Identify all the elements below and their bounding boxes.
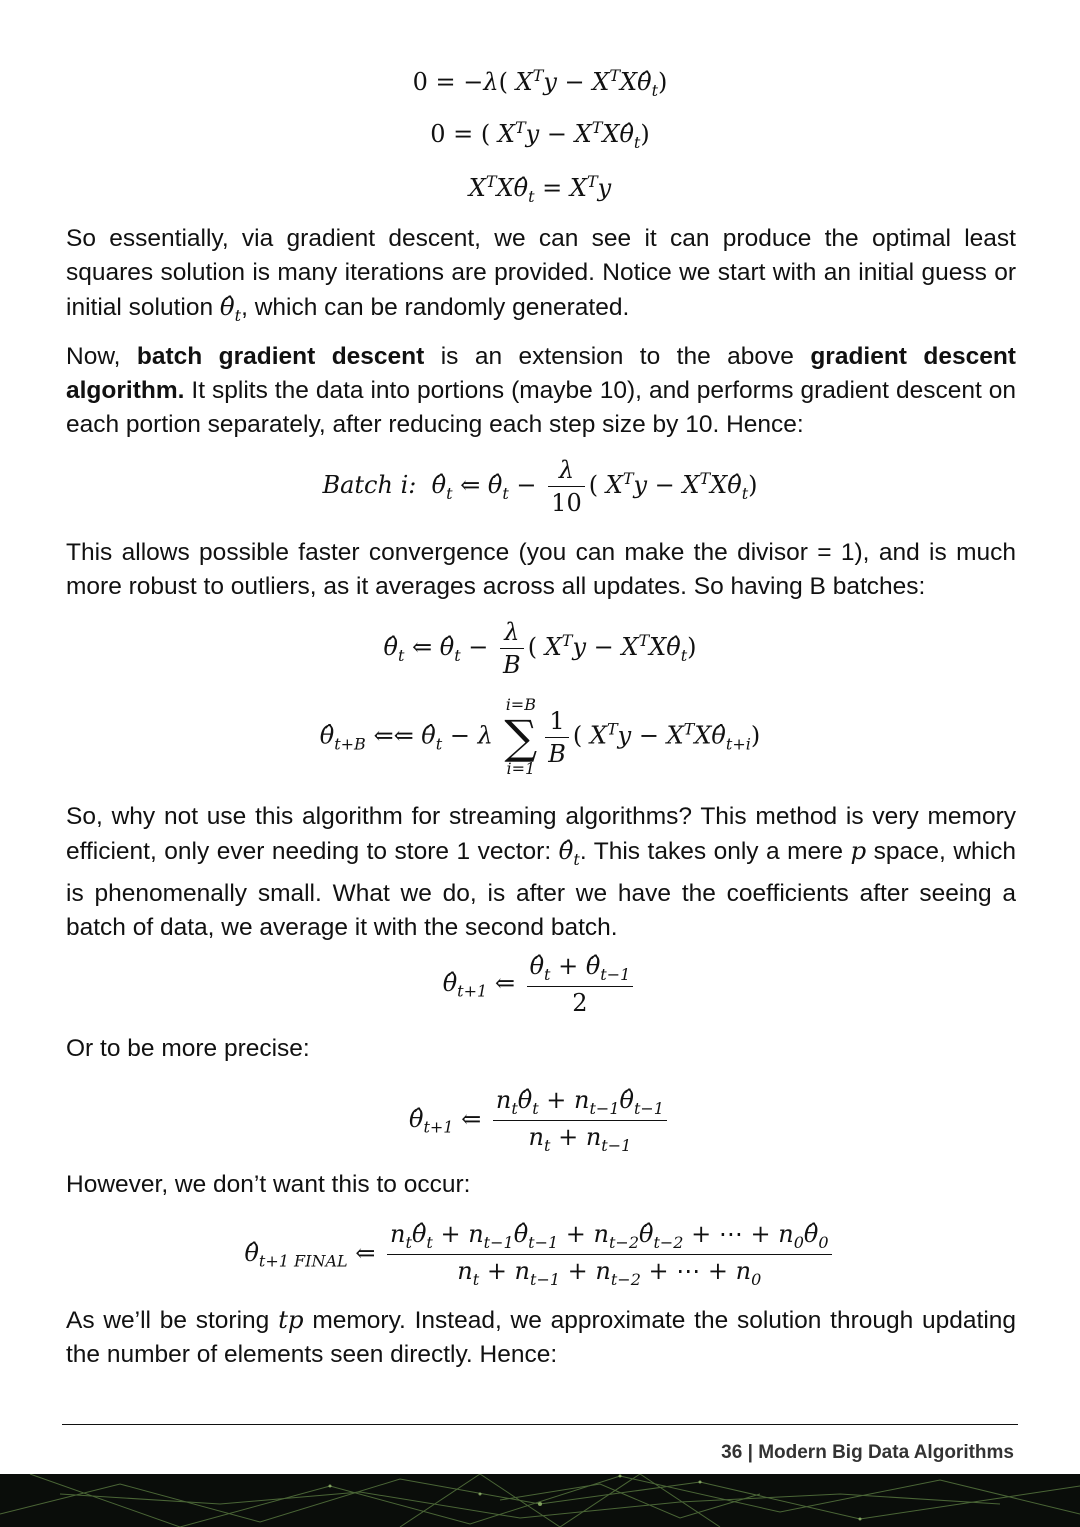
footer-separator: |	[747, 1442, 753, 1463]
book-title: Modern Big Data Algorithms	[758, 1442, 1014, 1463]
paragraph-batch-gradient: Now, batch gradient descent is an extension to the above gradient descent algorithm. It splits the data into portions (maybe 10), and performs gradient descent on each portion separately, after reducing each step size by 10. Hence:	[66, 343, 1016, 438]
equation-b-batches: $\thetâ_t$ ⇐ $\thetâ_t$ − $\frac{\lambda}{B}$ ( $X^Ty$ − $X^TX\thetâ_t$)	[383, 618, 697, 679]
equation-final: $\thetâ_{t+1 FINAL}$ ⇐ $\frac{n_t\thetâ_t + n_{t-1}\thetâ_{t-1} + n_{t-2}\thetâ_{t-2} + \cdots + n_0\thetâ_0}{n_t + n_{t-1} + n_{t-2} + \cdots + n_0}$	[0, 1220, 1080, 1289]
equation-zero-lambda: 0 = −λ( $X^Ty$ − $X^TX\thetâ_t$)	[412, 66, 668, 100]
decorative-network-band	[0, 1474, 1080, 1527]
equation-batch-i: Batch i: $\thetâ_t$ ⇐ $\thetâ_t$ − $\frac{\lambda}{10}$ ( $X^Ty$ − $X^TX\thetâ_t$)	[322, 456, 758, 517]
equation-zero: 0 = ( $X^Ty$ − $X^TX\thetâ_t$)	[430, 118, 650, 152]
footer-rule	[62, 1424, 1018, 1425]
network-lines-graphic	[0, 1474, 1080, 1527]
page-number: 36	[721, 1442, 743, 1463]
paragraph-convergence: This allows possible faster convergence (you can make the divisor = 1), and is much more robust to outliers, as it averages across all updates. So having B batches:	[66, 539, 1016, 600]
equation-weighted-average: $\thetâ_{t+1}$ ⇐ $\frac{n_t\thetâ_t + n_{t-1}\thetâ_{t-1}}{n_t + n_{t-1}}$	[0, 1086, 1080, 1155]
paragraph-however: However, we don’t want this to occur:	[66, 1171, 471, 1198]
paragraph-gradient-descent: So essentially, via gradient descent, we can see it can produce the optimal least squares solution is many iterations are provided. Notice we start with an initial guess or initial solution $\thetâ_t$, which can be randomly generated.	[66, 225, 1016, 325]
paragraph-storing: As we’ll be storing tp memory. Instead, we approximate the solution through updating the number of elements seen directly. Hence:	[66, 1305, 1017, 1368]
page-footer	[721, 1442, 1014, 1464]
equation-average: $\thetâ_{t+1}$ ⇐ $\frac{\thetâ_t + \thetâ_{t-1}}{2}$	[0, 952, 1080, 1017]
equation-summation: $\thetâ_{t+B}$ ⇐⇐ $\thetâ_t - \lambda$ i=B ∑ i=1 $\frac{1}{B}$ ( $X^Ty$ − $X^TX\thetâ_{t+i}$)	[319, 695, 761, 778]
paragraph-streaming: So, why not use this algorithm for streaming algorithms? This method is very memory efficient, only ever needing to store 1 vector: $\thetâ_t$. This takes only a mere p space, which is phenomenally small. What we do, is after we have the coefficients after seeing a batch of data, we average it with the second batch.	[66, 803, 1016, 941]
paragraph-precise: Or to be more precise:	[66, 1035, 310, 1062]
equation-normal: $X^TX\thetâ_t = X^Ty$	[468, 172, 612, 206]
